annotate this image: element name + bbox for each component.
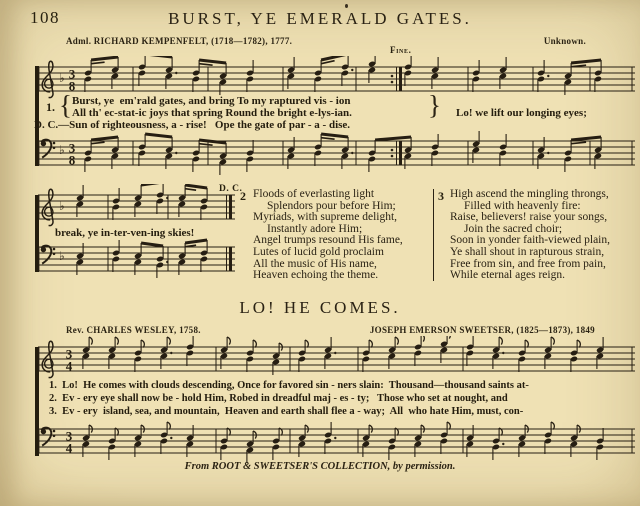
song1-bass-staff2-svg [38, 236, 235, 282]
bass-clef-icon [41, 428, 56, 446]
flat-sign-icon: ♭ [59, 71, 65, 85]
dc-line: D. C.—Sun of righteousness, a - rise! Ope the gate of par - a - dise. [34, 119, 351, 131]
song2-treble-staff [38, 336, 635, 382]
verse-line: High ascend the mingling throngs, [450, 188, 609, 200]
left-brace: { [59, 90, 72, 120]
time-signature: 8 [68, 152, 76, 168]
flat-sign-icon: ♭ [59, 199, 65, 213]
bass-clef-icon [41, 140, 56, 158]
page-number: 108 [30, 8, 60, 27]
verse-line: While eternal ages reign. [450, 269, 565, 282]
song1-bass-staff-svg [38, 130, 635, 176]
verse3-number: 3 [438, 189, 444, 203]
verse-line: Join the sacred choir; [464, 222, 563, 235]
verse1-line2: All th' ec-stat-ic joys that spring Round the bright e-lys-ian. [72, 107, 352, 119]
song1-author-left: Adml. RICHARD KEMPENFELT, (1718—1782), 1777. [66, 36, 293, 46]
time-signature: 3 [65, 428, 73, 444]
song1-treble-staff-2 [38, 184, 235, 230]
song2-line3: 3. Ev - ery island, sea, and mountain, Heaven and earth shall flee a - way; All who hate Him, must, con- [49, 406, 524, 417]
song2-line2: 2. Ev - ery eye shall now be - hold Him, Robed in dreadful maj - es - ty; Those who set at nought, and [49, 393, 508, 404]
verse-divider [433, 189, 434, 281]
verse-line: Ye shall shout in rapturous strain, [450, 245, 605, 258]
verse-line: Free from sin, and free from pain, [450, 257, 606, 270]
dc-label: D. C. [219, 184, 243, 194]
song1-treble-staff2-svg [38, 184, 235, 230]
fine-label: Fine. [390, 45, 412, 55]
verse2-text [253, 189, 403, 282]
time-signature: 3 [68, 66, 76, 82]
bass-clef-icon [41, 246, 56, 264]
song1-author-right: Unknown. [543, 36, 586, 46]
time-signature: 4 [65, 358, 73, 374]
verse3-text [450, 189, 610, 282]
verse-line: Myriads, with supreme delight, [253, 211, 398, 224]
flat-sign-icon: ♭ [59, 143, 65, 157]
time-signature: 3 [65, 346, 73, 362]
time-signature: 4 [65, 440, 73, 456]
verse-line: Floods of everlasting light [253, 188, 375, 200]
verse-line: Lutes of lucid gold proclaim [253, 245, 384, 258]
footer-credit: From ROOT & SWEETSER'S COLLECTION, by permission. [184, 461, 456, 472]
song2-author-left: Rev. CHARLES WESLEY, 1758. [66, 325, 201, 335]
continuation-line: break, ye in-ter-ven-ing skies! [55, 227, 195, 239]
song1-title: BURST, YE EMERALD GATES. [168, 9, 472, 28]
verse-line: Filled with heavenly fire: [464, 199, 581, 212]
verse2-number: 2 [240, 189, 246, 203]
song2-bass-staff [38, 418, 635, 464]
song2-title: LO! HE COMES. [239, 298, 401, 317]
verse-line: Soon in yonder faith-viewed plain, [450, 234, 611, 247]
verse-line: Raise, believers! raise your songs, [450, 211, 608, 224]
song2-line1: 1. Lo! He comes with clouds descending, Once for favored sin - ners slain: Thousand—thousand saints at- [49, 380, 529, 391]
verse-line: Heaven echoing the theme. [253, 269, 379, 282]
flat-sign-icon: ♭ [59, 249, 65, 263]
song2-author-right: JOSEPH EMERSON SWEETSER, (1825—1873), 1849 [369, 325, 595, 335]
song1-bass-staff-2 [38, 236, 235, 282]
verse-line: Instantly adore Him; [267, 222, 363, 235]
verse1-line1: Burst, ye em'rald gates, and bring To my raptured vis - ion [72, 95, 351, 107]
time-signature: 8 [68, 78, 76, 94]
right-brace: } [428, 90, 441, 120]
verse-line: Splendors pour before Him; [267, 199, 396, 212]
song2-treble-staff-svg [38, 336, 635, 382]
song1-bass-staff [38, 130, 635, 176]
refrain-line: Lo! we lift our longing eyes; [456, 107, 587, 119]
verse-line: All the music of His name, [253, 257, 377, 270]
song2-bass-staff-svg [38, 418, 635, 464]
time-signature: 3 [68, 140, 76, 156]
verse-line: Angel trumps resound His fame, [253, 234, 403, 247]
ink-speck [345, 4, 348, 8]
verse1-number: 1. [46, 100, 55, 114]
